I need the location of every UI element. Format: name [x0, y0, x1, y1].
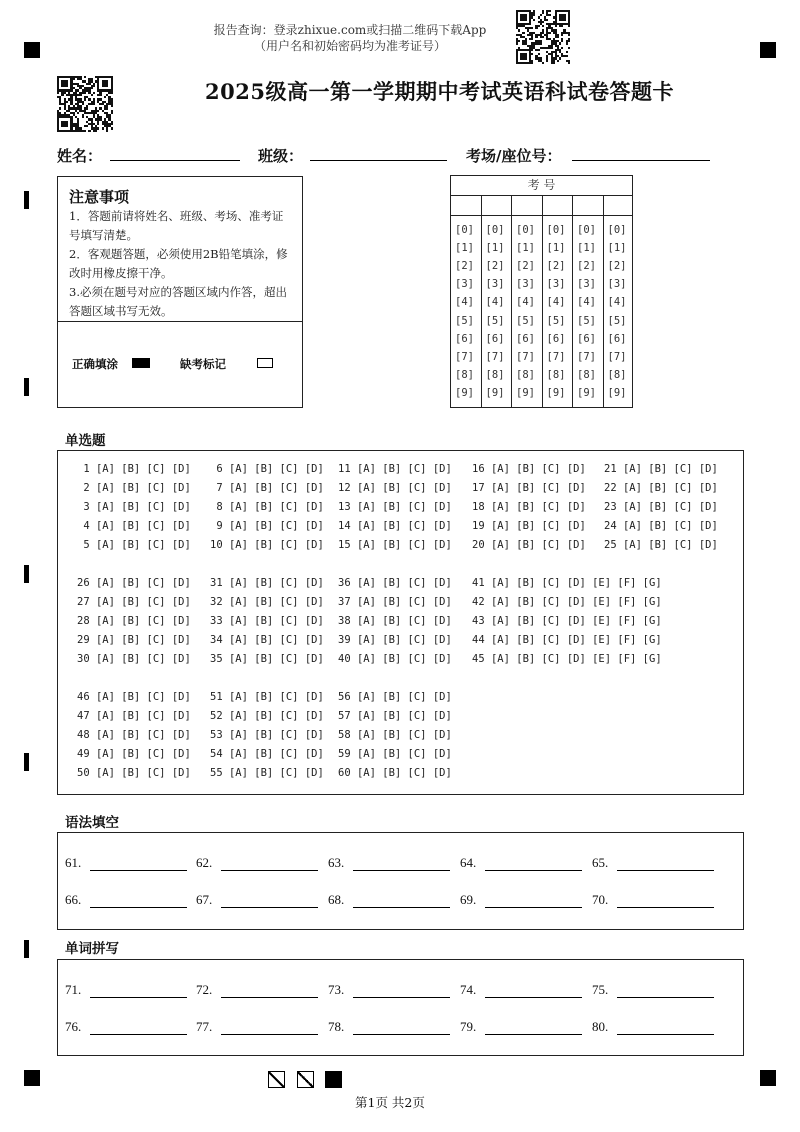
mc-question[interactable]: 50 [A] [B] [C] [D]	[77, 767, 191, 779]
spelling-question-number: 75.	[592, 982, 609, 997]
spelling-question-number: 77.	[196, 1019, 213, 1034]
exam-id-bubble[interactable]: [6]	[546, 332, 566, 345]
mc-question[interactable]: 52 [A] [B] [C] [D]	[210, 710, 324, 722]
grammar-question-number: 64.	[460, 855, 477, 870]
exam-id-bubble[interactable]: [4]	[516, 296, 535, 309]
report-notice-line2: （用户名和初始密码均为准考证号）	[253, 39, 446, 53]
mc-question[interactable]: 26 [A] [B] [C] [D]	[77, 577, 191, 589]
exam-id-digit-box[interactable]	[573, 195, 603, 215]
spelling-question-number: 80.	[592, 1019, 609, 1034]
exam-id-bubble[interactable]: [4]	[546, 296, 566, 309]
mc-question[interactable]: 51 [A] [B] [C] [D]	[210, 691, 324, 703]
grammar-answer-field[interactable]	[485, 907, 582, 908]
absent-mark-checkbox[interactable]	[257, 358, 273, 368]
notice-item: 号填写清楚。	[69, 228, 138, 242]
exam-id-bubble[interactable]: [3]	[485, 278, 505, 291]
side-bar-mark	[24, 940, 29, 958]
grammar-section-title: 语法填空	[65, 815, 119, 831]
spelling-answer-field[interactable]	[485, 997, 582, 998]
grammar-question-number: 70.	[592, 892, 609, 907]
mc-question[interactable]: 28 [A] [B] [C] [D]	[77, 615, 191, 627]
notice-item: 改时用橡皮擦干净。	[69, 266, 173, 280]
spelling-question-number: 72.	[196, 982, 213, 997]
mc-question[interactable]: 31 [A] [B] [C] [D]	[210, 577, 324, 589]
exam-id-bubble[interactable]: [8]	[455, 368, 474, 381]
mc-question[interactable]: 16 [A] [B] [C] [D]	[472, 463, 586, 475]
mc-question[interactable]: 24 [A] [B] [C] [D]	[604, 520, 718, 532]
spelling-answer-field[interactable]	[353, 997, 450, 998]
exam-id-digit-box[interactable]	[543, 195, 573, 215]
absent-mark-label: 缺考标记	[180, 357, 226, 371]
mc-question[interactable]: 41 [A] [B] [C] [D] [E] [F] [G]	[472, 577, 662, 589]
exam-id-bubble[interactable]: [0]	[485, 224, 505, 236]
mc-question[interactable]: 48 [A] [B] [C] [D]	[77, 729, 191, 741]
exam-id-bubble[interactable]: [9]	[577, 386, 596, 399]
mc-question[interactable]: 56 [A] [B] [C] [D]	[338, 691, 452, 703]
notice-box	[57, 176, 303, 408]
exam-id-bubble[interactable]: [1]	[546, 242, 566, 255]
mc-question[interactable]: 9 [A] [B] [C] [D]	[210, 520, 324, 532]
mc-question[interactable]: 3 [A] [B] [C] [D]	[77, 501, 191, 513]
exam-id-bubble[interactable]: [0]	[577, 224, 596, 236]
spelling-box	[57, 959, 744, 1056]
mc-question[interactable]: 17 [A] [B] [C] [D]	[472, 482, 586, 494]
side-bar-mark	[24, 378, 29, 396]
mc-question[interactable]: 58 [A] [B] [C] [D]	[338, 729, 452, 741]
mc-question[interactable]: 35 [A] [B] [C] [D]	[210, 653, 324, 665]
spelling-question-number: 78.	[328, 1019, 345, 1034]
grammar-answer-field[interactable]	[90, 907, 187, 908]
mc-question[interactable]: 19 [A] [B] [C] [D]	[472, 520, 586, 532]
notice-item: 答题区域书写无效。	[69, 304, 173, 318]
exam-id-bubble[interactable]: [4]	[607, 296, 627, 309]
exam-id-bubble[interactable]: [0]	[455, 224, 474, 236]
exam-id-bubble[interactable]: [5]	[577, 314, 596, 327]
mc-question[interactable]: 7 [A] [B] [C] [D]	[210, 482, 324, 494]
name-label: 姓名：	[57, 147, 103, 165]
exam-id-bubble[interactable]: [9]	[455, 386, 474, 399]
exam-id-bubble[interactable]: [4]	[485, 296, 505, 309]
exam-id-bubble[interactable]: [9]	[607, 386, 627, 399]
exam-id-bubble[interactable]: [7]	[455, 350, 474, 363]
page-title: 2025级高一第一学期期中考试英语科试卷答题卡	[205, 79, 674, 104]
exam-id-bubble[interactable]: [7]	[516, 350, 535, 363]
mc-question[interactable]: 22 [A] [B] [C] [D]	[604, 482, 718, 494]
exam-id-bubble[interactable]: [3]	[607, 278, 627, 291]
side-bar-mark	[24, 753, 29, 771]
grammar-question-number: 68.	[328, 892, 345, 907]
exam-id-bubble[interactable]: [8]	[607, 368, 627, 381]
exam-id-digit-box[interactable]	[512, 195, 542, 215]
mc-question[interactable]: 10 [A] [B] [C] [D]	[210, 539, 324, 551]
exam-id-bubble[interactable]: [1]	[455, 242, 474, 255]
mc-question[interactable]: 43 [A] [B] [C] [D] [E] [F] [G]	[472, 615, 662, 627]
exam-id-bubble[interactable]: [8]	[516, 368, 535, 381]
exam-id-bubble[interactable]: [7]	[607, 350, 627, 363]
notice-item: 2．客观题答题，必须使用2B铅笔填涂，修	[69, 247, 288, 261]
exam-id-bubble[interactable]: [8]	[546, 368, 566, 381]
exam-id-bubble[interactable]: [2]	[546, 260, 566, 273]
mc-question[interactable]: 32 [A] [B] [C] [D]	[210, 596, 324, 608]
exam-id-bubble[interactable]: [2]	[455, 260, 474, 273]
spelling-question-number: 76.	[65, 1019, 82, 1034]
exam-id-bubble[interactable]: [5]	[516, 314, 535, 327]
grammar-question-number: 65.	[592, 855, 609, 870]
grammar-question-number: 62.	[196, 855, 213, 870]
notice-item: 1．答题前请将姓名、班级、考场、准考证	[69, 209, 284, 223]
mc-question[interactable]: 53 [A] [B] [C] [D]	[210, 729, 324, 741]
spelling-answer-field[interactable]	[90, 1034, 187, 1035]
exam-id-bubble[interactable]: [9]	[546, 386, 566, 399]
mc-question[interactable]: 54 [A] [B] [C] [D]	[210, 748, 324, 760]
seat-label: 考场/座位号：	[466, 147, 562, 165]
exam-id-bubble[interactable]: [2]	[607, 260, 627, 273]
exam-id-bubble[interactable]: [3]	[577, 278, 596, 291]
exam-id-bubble[interactable]: [1]	[577, 242, 596, 255]
exam-id-bubble[interactable]: [5]	[455, 314, 474, 327]
report-notice	[200, 22, 500, 54]
exam-id-title: 考 号	[451, 176, 632, 196]
exam-id-bubble[interactable]: [6]	[607, 332, 627, 345]
exam-id-bubble[interactable]: [4]	[577, 296, 596, 309]
mc-question[interactable]: 42 [A] [B] [C] [D] [E] [F] [G]	[472, 596, 662, 608]
exam-id-bubble[interactable]: [6]	[516, 332, 535, 345]
mc-question[interactable]: 25 [A] [B] [C] [D]	[604, 539, 718, 551]
spelling-answer-field[interactable]	[353, 1034, 450, 1035]
mc-question[interactable]: 29 [A] [B] [C] [D]	[77, 634, 191, 646]
spelling-section-title: 单词拼写	[65, 941, 119, 957]
exam-id-bubble[interactable]: [9]	[485, 386, 505, 399]
mc-question[interactable]: 21 [A] [B] [C] [D]	[604, 463, 718, 475]
page-code-mark	[297, 1071, 314, 1088]
side-bar-mark	[24, 565, 29, 583]
mc-question[interactable]: 40 [A] [B] [C] [D]	[338, 653, 452, 665]
exam-id-digit-box[interactable]	[604, 195, 634, 215]
name-field[interactable]	[110, 160, 240, 161]
mc-question[interactable]: 12 [A] [B] [C] [D]	[338, 482, 452, 494]
spelling-question-number: 79.	[460, 1019, 477, 1034]
spelling-question-number: 74.	[460, 982, 477, 997]
exam-id-bubble[interactable]: [5]	[607, 314, 627, 327]
page-number: 第1页 共2页	[355, 1095, 425, 1110]
exam-id-digit-box[interactable]	[451, 195, 481, 215]
spelling-answer-field[interactable]	[617, 1034, 714, 1035]
report-notice-line1: 报告查询：登录zhixue.com或扫描二维码下载App	[213, 23, 487, 37]
exam-id-bubble[interactable]: [3]	[455, 278, 474, 291]
corner-mark-bottom-left	[24, 1070, 40, 1086]
mc-question[interactable]: 2 [A] [B] [C] [D]	[77, 482, 191, 494]
grammar-question-number: 61.	[65, 855, 82, 870]
mc-section-title: 单选题	[65, 433, 106, 449]
grammar-question-number: 63.	[328, 855, 345, 870]
mc-question[interactable]: 23 [A] [B] [C] [D]	[604, 501, 718, 513]
page-code-mark	[268, 1071, 285, 1088]
exam-id-bubble[interactable]: [4]	[455, 296, 474, 309]
mc-question[interactable]: 37 [A] [B] [C] [D]	[338, 596, 452, 608]
exam-id-bubble[interactable]: [3]	[546, 278, 566, 291]
mc-question[interactable]: 5 [A] [B] [C] [D]	[77, 539, 191, 551]
mc-question[interactable]: 47 [A] [B] [C] [D]	[77, 710, 191, 722]
spelling-answer-field[interactable]	[617, 997, 714, 998]
exam-id-bubble[interactable]: [0]	[607, 224, 627, 236]
mc-question[interactable]: 15 [A] [B] [C] [D]	[338, 539, 452, 551]
mc-question[interactable]: 8 [A] [B] [C] [D]	[210, 501, 324, 513]
mc-question[interactable]: 44 [A] [B] [C] [D] [E] [F] [G]	[472, 634, 662, 646]
exam-id-bubble[interactable]: [5]	[546, 314, 566, 327]
exam-id-digit-box[interactable]	[482, 195, 512, 215]
exam-id-bubble[interactable]: [6]	[455, 332, 474, 345]
correct-fill-label: 正确填涂	[72, 357, 118, 371]
grammar-question-number: 66.	[65, 892, 82, 907]
exam-id-grid	[450, 175, 633, 408]
exam-id-bubble[interactable]: [6]	[485, 332, 505, 345]
spelling-answer-field[interactable]	[485, 1034, 582, 1035]
spelling-question-number: 73.	[328, 982, 345, 997]
grammar-answer-field[interactable]	[221, 907, 318, 908]
corner-mark-bottom-right	[760, 1070, 776, 1086]
corner-mark-top-left	[24, 42, 40, 58]
mc-question[interactable]: 55 [A] [B] [C] [D]	[210, 767, 324, 779]
spelling-answer-field[interactable]	[90, 997, 187, 998]
notice-divider	[58, 321, 302, 322]
grammar-answer-field[interactable]	[221, 870, 318, 871]
exam-id-bubble[interactable]: [9]	[516, 386, 535, 399]
mc-question[interactable]: 33 [A] [B] [C] [D]	[210, 615, 324, 627]
notice-item: 3.必须在题号对应的答题区域内作答，超出	[69, 285, 287, 299]
corner-mark-top-right	[760, 42, 776, 58]
exam-id-bubble[interactable]: [2]	[516, 260, 535, 273]
exam-id-bubble[interactable]: [8]	[577, 368, 596, 381]
sheet-qr-code	[57, 76, 113, 132]
spelling-answer-field[interactable]	[221, 1034, 318, 1035]
mc-question[interactable]: 11 [A] [B] [C] [D]	[338, 463, 452, 475]
exam-id-bubble[interactable]: [7]	[546, 350, 566, 363]
mc-question[interactable]: 45 [A] [B] [C] [D] [E] [F] [G]	[472, 653, 662, 665]
exam-id-bubble[interactable]: [3]	[516, 278, 535, 291]
class-field[interactable]	[310, 160, 447, 161]
exam-id-bubble[interactable]: [1]	[485, 242, 505, 255]
mc-question[interactable]: 57 [A] [B] [C] [D]	[338, 710, 452, 722]
grammar-answer-field[interactable]	[353, 907, 450, 908]
mc-question[interactable]: 1 [A] [B] [C] [D]	[77, 463, 191, 475]
mc-question[interactable]: 6 [A] [B] [C] [D]	[210, 463, 324, 475]
grammar-answer-field[interactable]	[353, 870, 450, 871]
grammar-answer-field[interactable]	[90, 870, 187, 871]
mc-question[interactable]: 30 [A] [B] [C] [D]	[77, 653, 191, 665]
grammar-answer-field[interactable]	[617, 870, 714, 871]
exam-id-bubble[interactable]: [0]	[516, 224, 535, 236]
exam-id-bubble[interactable]: [2]	[577, 260, 596, 273]
mc-question[interactable]: 14 [A] [B] [C] [D]	[338, 520, 452, 532]
mc-question[interactable]: 39 [A] [B] [C] [D]	[338, 634, 452, 646]
seat-field[interactable]	[572, 160, 710, 161]
exam-id-bubble[interactable]: [5]	[485, 314, 505, 327]
mc-question[interactable]: 59 [A] [B] [C] [D]	[338, 748, 452, 760]
mc-question[interactable]: 38 [A] [B] [C] [D]	[338, 615, 452, 627]
exam-id-bubble[interactable]: [1]	[516, 242, 535, 255]
mc-question[interactable]: 46 [A] [B] [C] [D]	[77, 691, 191, 703]
mc-question[interactable]: 4 [A] [B] [C] [D]	[77, 520, 191, 532]
grammar-box	[57, 832, 744, 930]
mc-question[interactable]: 13 [A] [B] [C] [D]	[338, 501, 452, 513]
exam-id-bubble[interactable]: [7]	[485, 350, 505, 363]
grammar-question-number: 67.	[196, 892, 213, 907]
exam-id-bubble[interactable]: [8]	[485, 368, 505, 381]
app-qr-code	[516, 10, 570, 64]
exam-id-bubble[interactable]: [0]	[546, 224, 566, 236]
exam-id-bubble[interactable]: [2]	[485, 260, 505, 273]
spelling-answer-field[interactable]	[221, 997, 318, 998]
mc-question[interactable]: 27 [A] [B] [C] [D]	[77, 596, 191, 608]
notice-title: 注意事项	[69, 188, 130, 206]
exam-id-bubble[interactable]: [7]	[577, 350, 596, 363]
mc-box	[57, 450, 744, 795]
mc-question[interactable]: 18 [A] [B] [C] [D]	[472, 501, 586, 513]
grammar-answer-field[interactable]	[485, 870, 582, 871]
mc-question[interactable]: 49 [A] [B] [C] [D]	[77, 748, 191, 760]
page-code-mark	[325, 1071, 342, 1088]
side-bar-mark	[24, 191, 29, 209]
mc-question[interactable]: 36 [A] [B] [C] [D]	[338, 577, 452, 589]
exam-id-bubble[interactable]: [6]	[577, 332, 596, 345]
grammar-question-number: 69.	[460, 892, 477, 907]
class-label: 班级：	[258, 147, 304, 165]
spelling-question-number: 71.	[65, 982, 82, 997]
notice-items	[69, 207, 299, 321]
mc-question[interactable]: 60 [A] [B] [C] [D]	[338, 767, 452, 779]
exam-id-bubble[interactable]: [1]	[607, 242, 627, 255]
mc-question[interactable]: 20 [A] [B] [C] [D]	[472, 539, 586, 551]
grammar-answer-field[interactable]	[617, 907, 714, 908]
mc-question[interactable]: 34 [A] [B] [C] [D]	[210, 634, 324, 646]
correct-fill-sample	[132, 358, 150, 368]
